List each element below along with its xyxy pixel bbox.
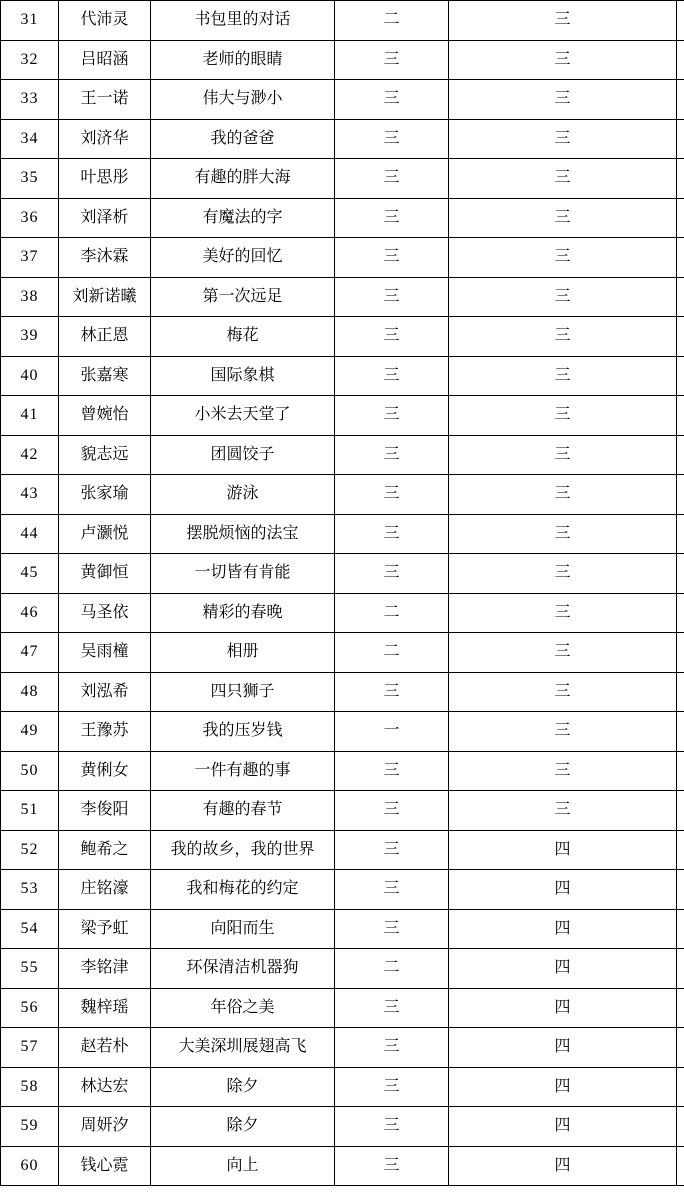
table-row [1, 277, 684, 317]
table-row [1, 198, 684, 238]
student-name-cell: 钱心霓 [59, 1146, 151, 1186]
essay-title-cell: 大美深圳展翅高飞 [151, 1028, 335, 1068]
row-number-cell: 55 [1, 949, 59, 989]
clipped-empty-cell [677, 119, 684, 159]
student-name-cell: 曾婉怡 [59, 396, 151, 436]
grade-cell-2: 三 [449, 40, 677, 80]
clipped-empty-cell [677, 633, 684, 673]
grade-cell-2: 三 [449, 159, 677, 199]
grade-cell-2: 三 [449, 238, 677, 278]
grade-cell-1: 三 [335, 909, 449, 949]
clipped-empty-cell [677, 791, 684, 831]
grade-cell-2: 三 [449, 475, 677, 515]
grade-cell-1: 三 [335, 159, 449, 199]
essay-title-cell: 国际象棋 [151, 356, 335, 396]
student-name-cell: 吴雨橦 [59, 633, 151, 673]
grade-cell-2: 三 [449, 80, 677, 120]
table-row [1, 1146, 684, 1186]
row-number-cell: 31 [1, 1, 59, 41]
essay-title-cell: 向上 [151, 1146, 335, 1186]
grade-cell-2: 三 [449, 277, 677, 317]
student-name-cell: 周妍汐 [59, 1107, 151, 1147]
grade-cell-1: 三 [335, 1028, 449, 1068]
clipped-empty-cell [677, 593, 684, 633]
row-number-cell: 47 [1, 633, 59, 673]
grade-cell-1: 三 [335, 1107, 449, 1147]
clipped-empty-cell [677, 909, 684, 949]
essay-title-cell: 小米去天堂了 [151, 396, 335, 436]
clipped-empty-cell [677, 712, 684, 752]
clipped-empty-cell [677, 159, 684, 199]
student-name-cell: 刘济华 [59, 119, 151, 159]
clipped-empty-cell [677, 1067, 684, 1107]
clipped-empty-cell [677, 870, 684, 910]
grade-cell-2: 三 [449, 593, 677, 633]
grade-cell-2: 三 [449, 672, 677, 712]
grade-cell-2: 四 [449, 909, 677, 949]
row-number-cell: 42 [1, 435, 59, 475]
grade-cell-1: 三 [335, 475, 449, 515]
student-name-cell: 林正恩 [59, 317, 151, 357]
essay-title-cell: 除夕 [151, 1067, 335, 1107]
student-name-cell: 王一诺 [59, 80, 151, 120]
student-name-cell: 赵若朴 [59, 1028, 151, 1068]
student-name-cell: 庄铭濠 [59, 870, 151, 910]
clipped-empty-cell [677, 949, 684, 989]
essay-title-cell: 摆脱烦恼的法宝 [151, 514, 335, 554]
row-number-cell: 36 [1, 198, 59, 238]
clipped-empty-cell [677, 830, 684, 870]
grade-cell-1: 三 [335, 514, 449, 554]
essay-title-cell: 除夕 [151, 1107, 335, 1147]
student-name-cell: 张嘉寒 [59, 356, 151, 396]
essay-title-cell: 环保清洁机器狗 [151, 949, 335, 989]
essay-title-cell: 有趣的胖大海 [151, 159, 335, 199]
student-name-cell: 魏梓瑶 [59, 988, 151, 1028]
row-number-cell: 50 [1, 751, 59, 791]
student-name-cell: 代沛灵 [59, 1, 151, 41]
grade-cell-1: 三 [335, 80, 449, 120]
grade-cell-1: 三 [335, 317, 449, 357]
table-row [1, 593, 684, 633]
essay-title-cell: 书包里的对话 [151, 1, 335, 41]
student-name-cell: 张家瑜 [59, 475, 151, 515]
table-row [1, 870, 684, 910]
clipped-empty-cell [677, 514, 684, 554]
grade-cell-2: 四 [449, 1028, 677, 1068]
essay-title-cell: 四只狮子 [151, 672, 335, 712]
student-name-cell: 刘泓希 [59, 672, 151, 712]
table-row [1, 633, 684, 673]
student-name-cell: 林达宏 [59, 1067, 151, 1107]
clipped-empty-cell [677, 277, 684, 317]
clipped-empty-cell [677, 396, 684, 436]
student-name-cell: 刘新诺曦 [59, 277, 151, 317]
row-number-cell: 41 [1, 396, 59, 436]
row-number-cell: 48 [1, 672, 59, 712]
student-name-cell: 刘泽析 [59, 198, 151, 238]
student-name-cell: 李铭津 [59, 949, 151, 989]
grade-cell-2: 三 [449, 119, 677, 159]
row-number-cell: 40 [1, 356, 59, 396]
row-number-cell: 57 [1, 1028, 59, 1068]
clipped-empty-cell [677, 40, 684, 80]
grade-cell-2: 三 [449, 751, 677, 791]
row-number-cell: 49 [1, 712, 59, 752]
row-number-cell: 59 [1, 1107, 59, 1147]
essay-title-cell: 我的故乡，我的世界 [151, 830, 335, 870]
grade-cell-2: 三 [449, 791, 677, 831]
table-row [1, 475, 684, 515]
grade-cell-2: 三 [449, 514, 677, 554]
table-row [1, 514, 684, 554]
clipped-empty-cell [677, 1028, 684, 1068]
grade-cell-1: 三 [335, 277, 449, 317]
table-body [1, 1, 684, 1186]
row-number-cell: 53 [1, 870, 59, 910]
essay-title-cell: 一件有趣的事 [151, 751, 335, 791]
clipped-empty-cell [677, 988, 684, 1028]
grade-cell-2: 三 [449, 633, 677, 673]
student-name-cell: 梁予虹 [59, 909, 151, 949]
essay-title-cell: 美好的回忆 [151, 238, 335, 278]
grade-cell-1: 三 [335, 238, 449, 278]
grade-cell-1: 三 [335, 198, 449, 238]
row-number-cell: 58 [1, 1067, 59, 1107]
table-row [1, 949, 684, 989]
row-number-cell: 51 [1, 791, 59, 831]
grade-cell-2: 四 [449, 1146, 677, 1186]
clipped-empty-cell [677, 317, 684, 357]
grade-cell-2: 三 [449, 554, 677, 594]
student-name-cell: 鲍希之 [59, 830, 151, 870]
essay-title-cell: 精彩的春晚 [151, 593, 335, 633]
clipped-empty-cell [677, 238, 684, 278]
grade-cell-1: 二 [335, 633, 449, 673]
student-name-cell: 貌志远 [59, 435, 151, 475]
essay-title-cell: 老师的眼睛 [151, 40, 335, 80]
row-number-cell: 32 [1, 40, 59, 80]
essay-title-cell: 年俗之美 [151, 988, 335, 1028]
row-number-cell: 38 [1, 277, 59, 317]
clipped-empty-cell [677, 356, 684, 396]
grade-cell-1: 三 [335, 870, 449, 910]
table-row [1, 238, 684, 278]
row-number-cell: 35 [1, 159, 59, 199]
clipped-empty-cell [677, 1146, 684, 1186]
table-row [1, 119, 684, 159]
grade-cell-2: 三 [449, 1, 677, 41]
grade-cell-1: 三 [335, 356, 449, 396]
table-row [1, 396, 684, 436]
grade-cell-1: 三 [335, 751, 449, 791]
table-row [1, 159, 684, 199]
grade-cell-1: 三 [335, 119, 449, 159]
student-name-cell: 李俊阳 [59, 791, 151, 831]
grade-cell-1: 三 [335, 1067, 449, 1107]
row-number-cell: 44 [1, 514, 59, 554]
grade-cell-1: 三 [335, 554, 449, 594]
table-row [1, 80, 684, 120]
essay-title-cell: 第一次远足 [151, 277, 335, 317]
table-row [1, 554, 684, 594]
grade-cell-1: 三 [335, 988, 449, 1028]
grade-cell-1: 二 [335, 1, 449, 41]
row-number-cell: 33 [1, 80, 59, 120]
essay-title-cell: 团圆饺子 [151, 435, 335, 475]
table-row [1, 830, 684, 870]
clipped-empty-cell [677, 672, 684, 712]
grade-cell-2: 四 [449, 1107, 677, 1147]
essay-title-cell: 伟大与渺小 [151, 80, 335, 120]
grade-cell-1: 三 [335, 40, 449, 80]
row-number-cell: 34 [1, 119, 59, 159]
row-number-cell: 39 [1, 317, 59, 357]
table-row [1, 791, 684, 831]
student-name-cell: 黄俐女 [59, 751, 151, 791]
row-number-cell: 54 [1, 909, 59, 949]
table-row [1, 435, 684, 475]
row-number-cell: 43 [1, 475, 59, 515]
essay-title-cell: 有魔法的字 [151, 198, 335, 238]
grade-cell-2: 三 [449, 712, 677, 752]
clipped-empty-cell [677, 554, 684, 594]
grade-cell-1: 三 [335, 1146, 449, 1186]
table-row [1, 988, 684, 1028]
grade-cell-1: 一 [335, 712, 449, 752]
grade-cell-2: 四 [449, 988, 677, 1028]
essay-title-cell: 游泳 [151, 475, 335, 515]
grade-cell-2: 三 [449, 435, 677, 475]
grade-cell-1: 三 [335, 396, 449, 436]
grade-cell-2: 四 [449, 1067, 677, 1107]
student-name-cell: 李沐霖 [59, 238, 151, 278]
essay-title-cell: 我的压岁钱 [151, 712, 335, 752]
clipped-empty-cell [677, 435, 684, 475]
table-row [1, 1067, 684, 1107]
clipped-empty-cell [677, 1, 684, 41]
student-name-cell: 马圣依 [59, 593, 151, 633]
row-number-cell: 56 [1, 988, 59, 1028]
student-name-cell: 王豫苏 [59, 712, 151, 752]
essay-title-cell: 向阳而生 [151, 909, 335, 949]
table-row [1, 317, 684, 357]
grade-cell-1: 三 [335, 435, 449, 475]
student-name-cell: 黄御恒 [59, 554, 151, 594]
essay-title-cell: 相册 [151, 633, 335, 673]
table-row [1, 672, 684, 712]
essay-title-cell: 一切皆有肯能 [151, 554, 335, 594]
clipped-empty-cell [677, 198, 684, 238]
essay-title-cell: 梅花 [151, 317, 335, 357]
grade-cell-1: 三 [335, 672, 449, 712]
row-number-cell: 46 [1, 593, 59, 633]
essay-title-cell: 有趣的春节 [151, 791, 335, 831]
row-number-cell: 45 [1, 554, 59, 594]
table-row [1, 1, 684, 41]
clipped-empty-cell [677, 1107, 684, 1147]
table-row [1, 1107, 684, 1147]
grade-cell-1: 二 [335, 593, 449, 633]
row-number-cell: 60 [1, 1146, 59, 1186]
grade-cell-2: 四 [449, 830, 677, 870]
row-number-cell: 52 [1, 830, 59, 870]
table-row [1, 1028, 684, 1068]
grade-cell-2: 三 [449, 198, 677, 238]
table-row [1, 751, 684, 791]
table-row [1, 909, 684, 949]
clipped-empty-cell [677, 475, 684, 515]
table-row [1, 712, 684, 752]
grade-cell-2: 三 [449, 356, 677, 396]
table-row [1, 40, 684, 80]
clipped-empty-cell [677, 80, 684, 120]
grade-cell-2: 四 [449, 870, 677, 910]
grade-cell-2: 三 [449, 396, 677, 436]
row-number-cell: 37 [1, 238, 59, 278]
grade-cell-1: 二 [335, 949, 449, 989]
clipped-empty-cell [677, 751, 684, 791]
essay-title-cell: 我的爸爸 [151, 119, 335, 159]
grade-cell-1: 三 [335, 791, 449, 831]
student-name-cell: 叶思彤 [59, 159, 151, 199]
table-row [1, 356, 684, 396]
student-name-cell: 吕昭涵 [59, 40, 151, 80]
grade-cell-2: 三 [449, 317, 677, 357]
student-name-cell: 卢灏悦 [59, 514, 151, 554]
grade-cell-2: 四 [449, 949, 677, 989]
grade-cell-1: 三 [335, 830, 449, 870]
essay-title-cell: 我和梅花的约定 [151, 870, 335, 910]
